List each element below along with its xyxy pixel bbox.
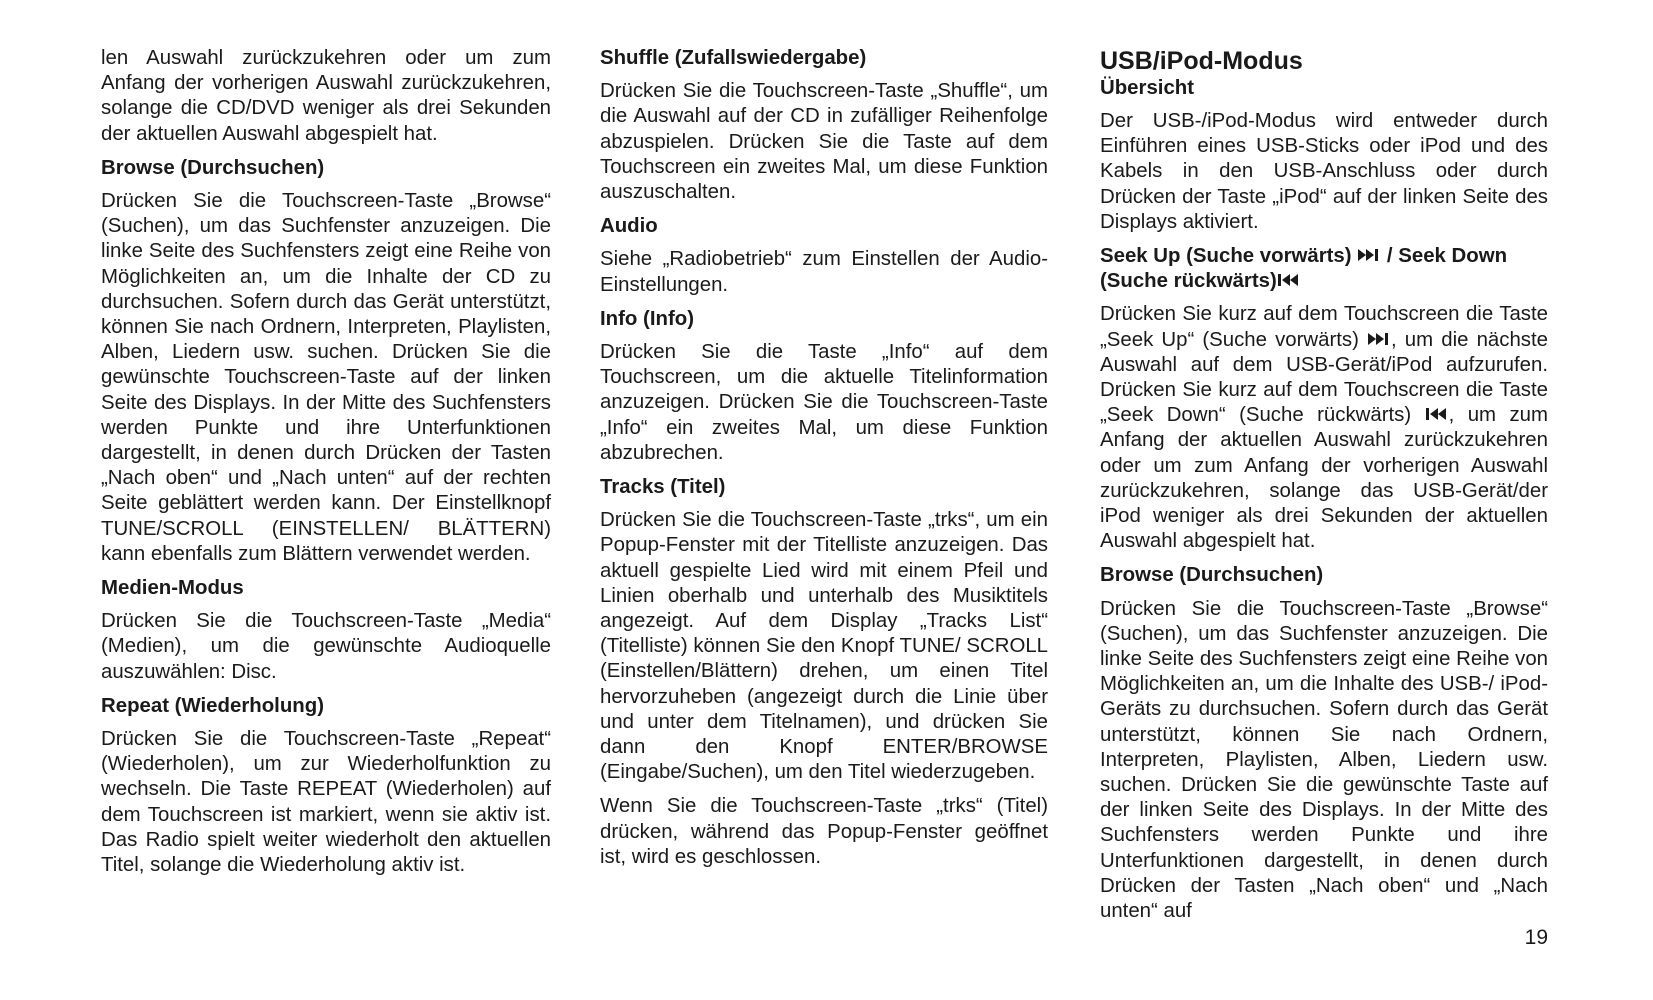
audio-heading: Audio <box>600 215 658 238</box>
repeat-paragraph: Drücken Sie die Touchscreen-Taste „Repeat“ (Wiederholen), um zur Wiederholfunktion zu wechseln. Die Taste REPEAT (Wiederholen) auf dem Touchscreen ist markiert, wenn sie aktiv ist. Das Radio spielt weiter wiederholt den aktuellen Titel, solange die Wiederholung aktiv ist. <box>101 728 551 877</box>
seek-up-heading-text: Seek Up (Suche vorwärts) <box>1100 245 1352 268</box>
usb-ipod-section-title: USB/iPod-Modus <box>1100 47 1303 75</box>
tracks-paragraph: Drücken Sie die Touchscreen-Taste „trks“, um ein Popup-Fenster mit der Titelliste anzuzeigen. Das aktuell gespielte Lied wird mit einem Pfeil und Linien oberhalb und unterhalb des Musiktitels angezeigt. Auf dem Display „Tracks List“ (Titelliste) können Sie den Knopf TUNE/ SCROLL (Einstellen/Blättern) drehen, um einen Titel hervorzuheben (angezeigt durch die Linie über und unter dem Titelnamen), und drücken Sie dann den Knopf ENTER/BROWSE (Eingabe/Suchen), um den Titel wiederzugeben. <box>600 509 1048 784</box>
info-paragraph: Drücken Sie die Taste „Info“ auf dem Touchscreen, um die aktuelle Titelinformation anzuzeigen. Drücken Sie die Touchscreen-Taste „Info“ ein zweites Mal, um diese Funktion abzubrechen. <box>600 341 1048 464</box>
shuffle-paragraph: Drücken Sie die Touchscreen-Taste „Shuffle“, um die Auswahl auf der CD in zufälliger Reihenfolge abzuspielen. Drücken Sie die Taste auf dem Touchscreen ein zweites Mal, um diese Funktion auszuschalten. <box>600 80 1048 204</box>
media-mode-heading: Medien-Modus <box>101 577 244 600</box>
seek-text-3: , um zum Anfang der aktuellen Auswahl zurückzukehren oder um zum Anfang der vorherigen Auswahl zurückzukehren, solange das USB-Gerät/der iPod weniger als drei Sekunden der aktuellen Auswahl abgespielt hat. <box>1100 404 1549 553</box>
cd-browse-paragraph: Drücken Sie die Touchscreen-Taste „Browse“ (Suchen), um das Suchfenster anzuzeigen. Die linke Seite des Suchfensters zeigt eine Reihe von Möglichkeiten an, um die Inhalte der CD zu durchsuchen. Sofern durch das Gerät unterstützt, können Sie nach Ordnern, Interpreten, Playlisten, Alben, Liedern usw. suchen. Drücken Sie die gewünschte Touchscreen-Taste auf der linken Seite des Displays. In der Mitte des Suchfensters werden Punkte und ihre Unterfunktionen dargestellt, in denen durch Drücken der Tasten „Nach oben“ und „Nach unten“ auf der rechten Seite geblättert werden kann. Der Einstellknopf TUNE/SCROLL (EINSTELLEN/ BLÄTTERN) kann ebenfalls zum Blättern verwendet werden. <box>101 190 551 565</box>
seek-text-2: , um die nächste Auswahl auf dem USB-Gerät/iPod aufzurufen. Drücken Sie kurz auf dem Touchscreen die Taste „Seek Down“ (Suche rückwärts) <box>1100 328 1548 427</box>
seek-down-heading-text: / Seek Down <box>1386 245 1508 268</box>
usb-browse-paragraph: Drücken Sie die Touchscreen-Taste „Browse“ (Suchen), um das Suchfenster anzuzeigen. Die linke Seite des Suchfensters zeigt eine Reihe von Möglichkeiten an, um die Inhalte des USB-/ iPod-Geräts zu durchsuchen. Sofern durch das Gerät unterstützt, können Sie nach Ordnern, Interpreten, Playlisten, Alben, Liedern usw. suchen. Drücken Sie die gewünschte Taste auf der linken Seite des Displays. In der Mitte des Suchfensters werden Punkte und ihre Unterfunktionen dargestellt, in denen durch Drücken der Tasten „Nach oben“ und „Nach unten“ auf <box>1100 597 1548 923</box>
info-heading: Info (Info) <box>600 307 694 330</box>
seek-down-icon <box>1277 273 1301 287</box>
media-mode-paragraph: Drücken Sie die Touchscreen-Taste „Media“ (Medien), um die gewünschte Audioquelle auszuwählen: Disc. <box>101 610 551 683</box>
seek-text-1: Drücken Sie kurz auf dem Touchscreen die Taste „Seek Up“ (Suche vorwärts) <box>1100 303 1548 351</box>
seek-down-icon <box>1425 407 1449 421</box>
shuffle-heading: Shuffle (Zufallswiedergabe) <box>600 47 867 69</box>
seek-down-heading-text-2: (Suche rückwärts) <box>1100 270 1277 293</box>
seek-up-icon <box>1357 248 1381 262</box>
tracks-paragraph-2: Wenn Sie die Touchscreen-Taste „trks“ (Titel) drücken, während das Popup-Fenster geöffnet ist, wird es geschlossen. <box>600 795 1048 868</box>
cd-browse-heading: Browse (Durchsuchen) <box>101 156 325 179</box>
seek-paragraph <box>1100 302 1548 554</box>
column-middle <box>600 46 1048 879</box>
audio-paragraph: Siehe „Radiobetrieb“ zum Einstellen der Audio-Einstellungen. <box>600 248 1048 296</box>
tracks-heading: Tracks (Titel) <box>600 476 726 499</box>
cd-intro-paragraph: len Auswahl zurückzukehren oder um zum Anfang der vorherigen Auswahl zurückzukehren, solange die CD/DVD weniger als drei Sekunden der aktuellen Auswahl abgespielt hat. <box>101 47 551 145</box>
seek-up-icon <box>1367 332 1391 346</box>
column-right <box>1100 46 1548 933</box>
seek-heading <box>1100 244 1548 294</box>
column-left <box>101 46 551 887</box>
page-number: 19 <box>1524 926 1548 949</box>
usb-browse-heading: Browse (Durchsuchen) <box>1100 564 1324 587</box>
overview-heading: Übersicht <box>1100 77 1195 99</box>
overview-paragraph: Der USB-/iPod-Modus wird entweder durch Einführen eines USB-Sticks oder iPod und des Kabels in den USB-Anschluss oder durch Drücken der Taste „iPod“ auf der linken Seite des Displays aktiviert. <box>1100 110 1548 233</box>
repeat-heading: Repeat (Wiederholung) <box>101 694 324 717</box>
